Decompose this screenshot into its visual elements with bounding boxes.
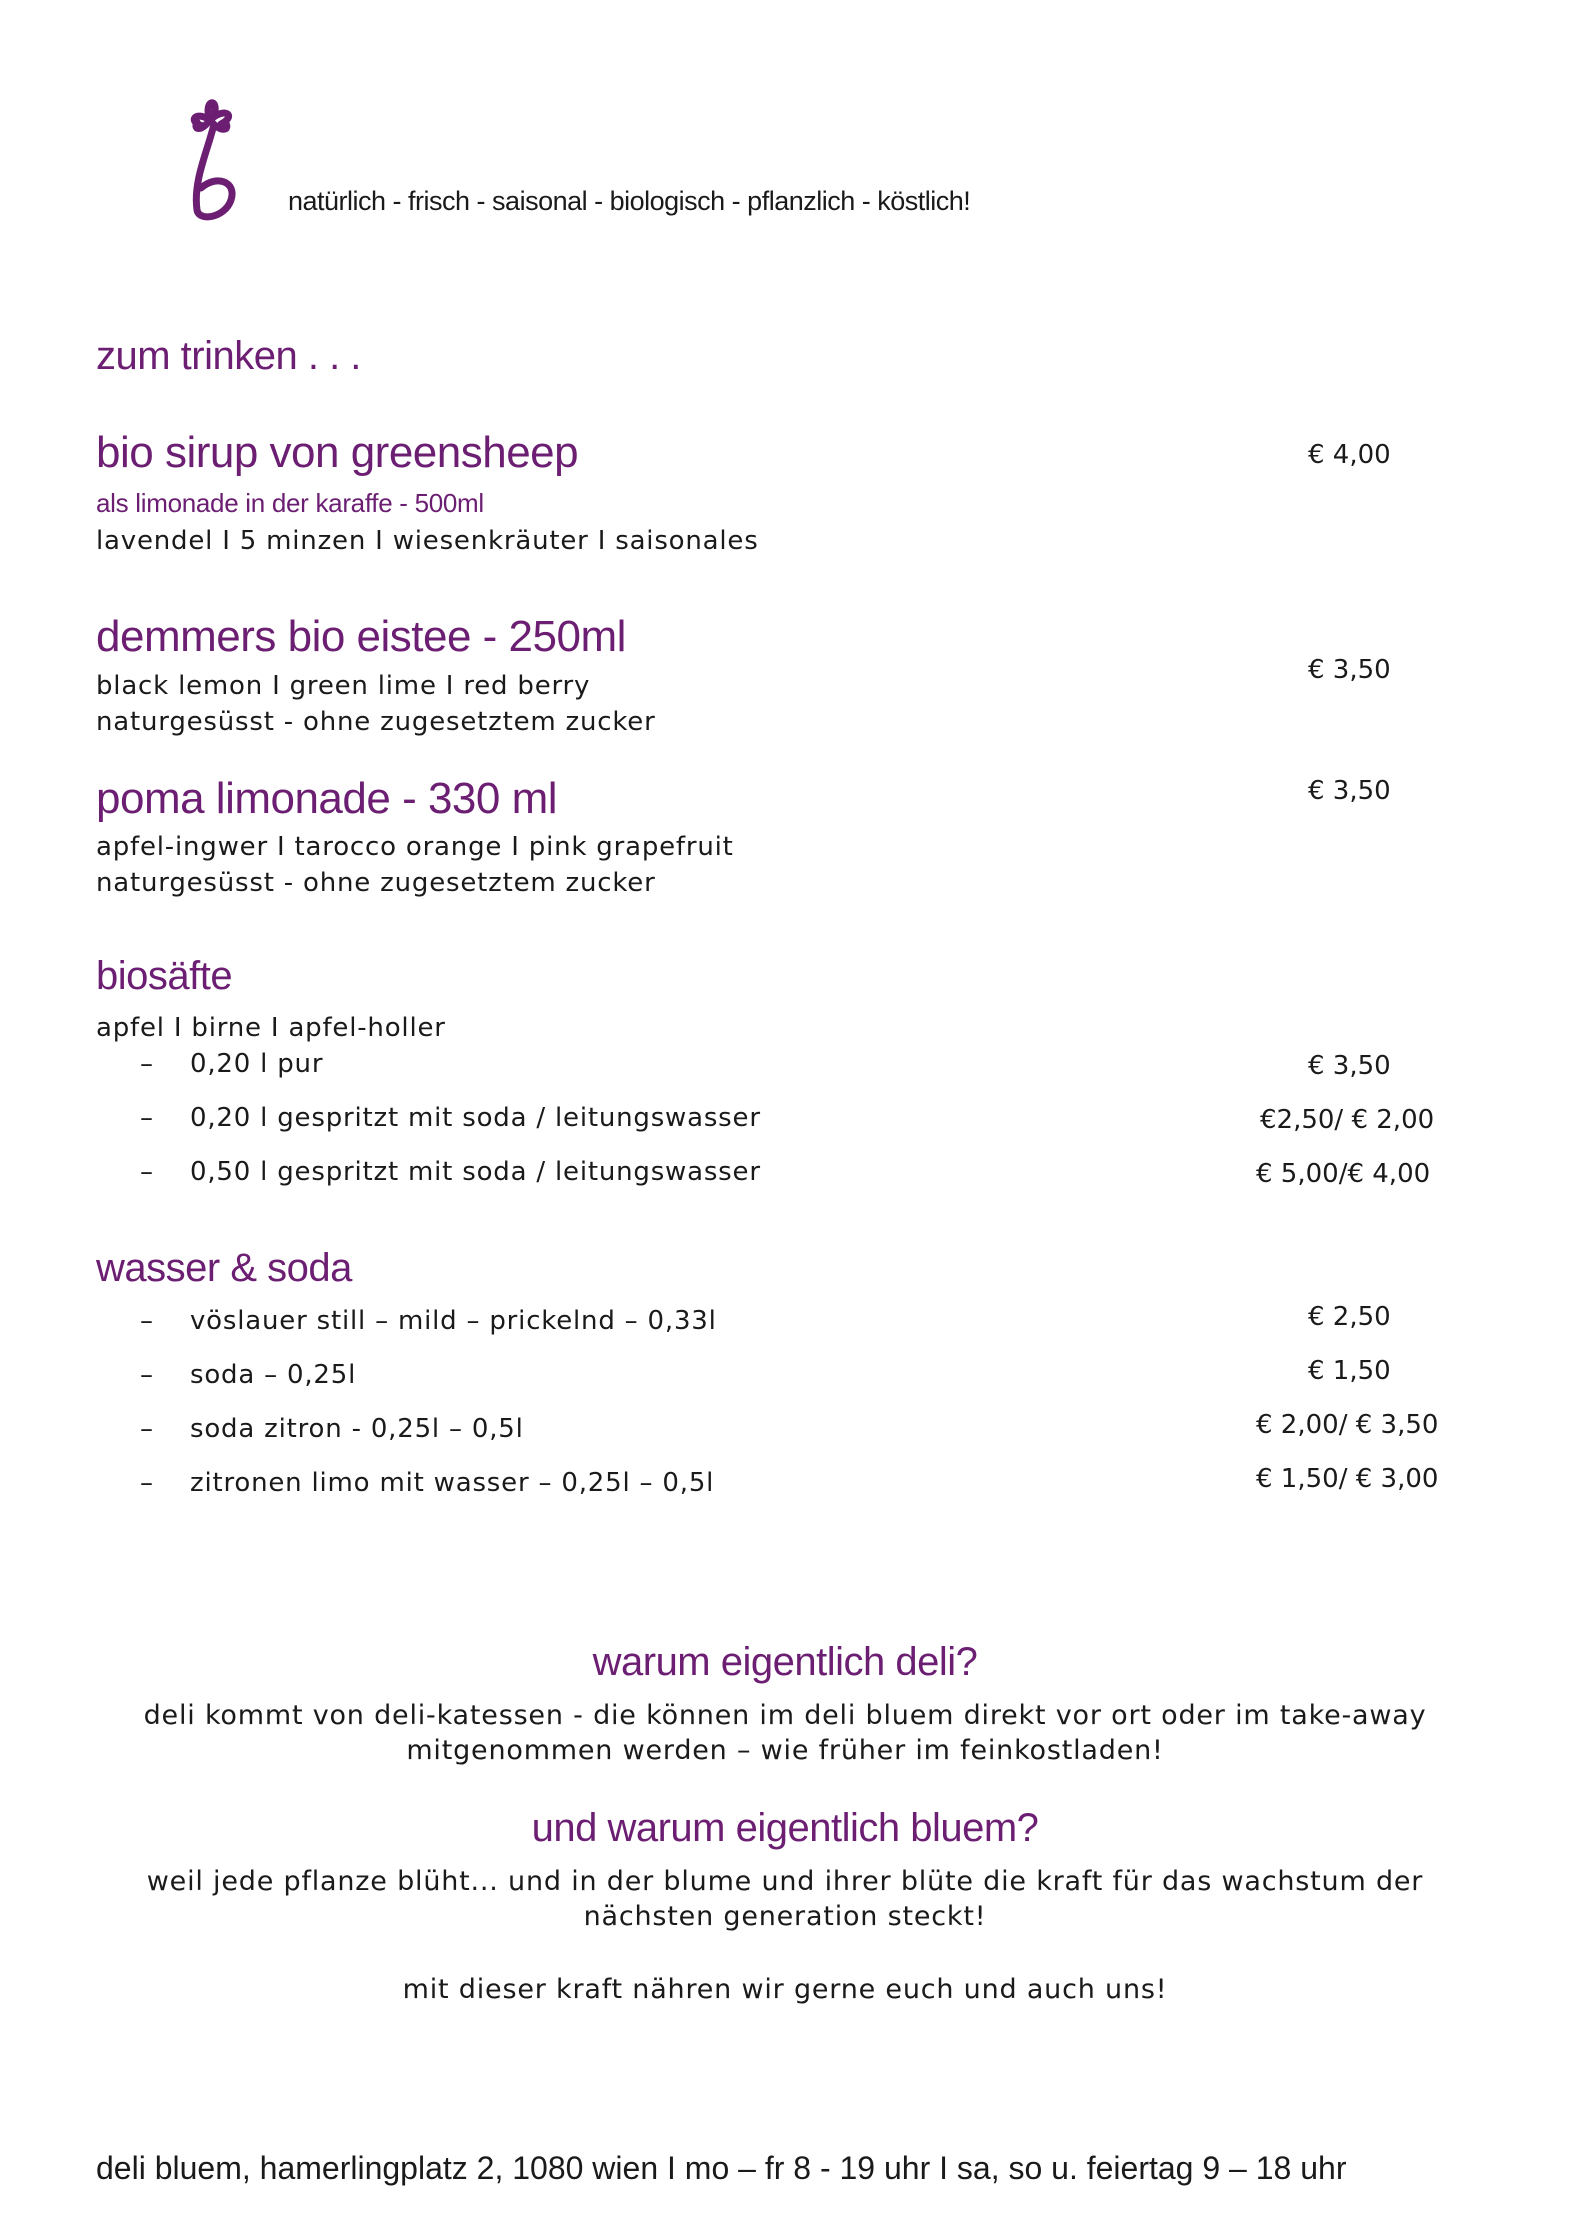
item-title-poma: poma limonade - 330 ml bbox=[96, 774, 558, 823]
about-deli-line2: mitgenommen werden – wie früher im feinkostladen! bbox=[406, 1735, 1164, 1766]
tagline: natürlich - frisch - saisonal - biologisch - pflanzlich - köstlich! bbox=[288, 186, 971, 216]
dash-bullet: – bbox=[140, 1468, 153, 1498]
biosaefte-desc: apfel I birne I apfel-holler bbox=[96, 1013, 446, 1043]
about-bluem-title: und warum eigentlich bluem? bbox=[531, 1806, 1039, 1850]
wasser-row-price: € 2,50 bbox=[1308, 1302, 1391, 1332]
about-deli-line1: deli kommt von deli-katessen - die können im deli bluem direkt vor ort oder im take-away bbox=[143, 1700, 1427, 1731]
item-desc-sirup: lavendel I 5 minzen I wiesenkräuter I saisonales bbox=[96, 526, 759, 556]
wasser-row-label: soda zitron - 0,25l – 0,5l bbox=[190, 1414, 524, 1444]
item-price-poma: € 3,50 bbox=[1308, 776, 1391, 806]
about-bluem-line2: nächsten generation steckt! bbox=[583, 1901, 987, 1932]
wasser-row-price: € 1,50 bbox=[1308, 1356, 1391, 1386]
biosaefte-row-price: € 5,00/€ 4,00 bbox=[1256, 1159, 1431, 1189]
biosaefte-row-price: € 3,50 bbox=[1308, 1051, 1391, 1081]
wasser-row-label: soda – 0,25l bbox=[190, 1360, 357, 1390]
wasser-row-price: € 1,50/ € 3,00 bbox=[1256, 1464, 1439, 1494]
biosaefte-row-price: €2,50/ € 2,00 bbox=[1260, 1105, 1435, 1135]
dash-bullet: – bbox=[140, 1157, 153, 1187]
item-desc-eistee: black lemon I green lime I red berry bbox=[96, 671, 591, 701]
item-note-eistee: naturgesüsst - ohne zugesetztem zucker bbox=[96, 707, 656, 737]
biosaefte-row-label: 0,20 l pur bbox=[190, 1049, 324, 1079]
section-title-biosaefte: biosäfte bbox=[96, 954, 233, 998]
wasser-row-label: zitronen limo mit wasser – 0,25l – 0,5l bbox=[190, 1468, 715, 1498]
dash-bullet: – bbox=[140, 1414, 153, 1444]
item-subtitle-sirup: als limonade in der karaffe - 500ml bbox=[96, 488, 484, 518]
wasser-row-price: € 2,00/ € 3,50 bbox=[1256, 1410, 1439, 1440]
wasser-row-label: vöslauer still – mild – prickelnd – 0,33l bbox=[190, 1306, 717, 1336]
about-bluem-line1: weil jede pflanze blüht... und in der blume und ihrer blüte die kraft für das wachstum der bbox=[146, 1866, 1424, 1897]
item-title-eistee: demmers bio eistee - 250ml bbox=[96, 612, 626, 661]
about-deli-title: warum eigentlich deli? bbox=[592, 1640, 978, 1684]
biosaefte-row-label: 0,20 l gespritzt mit soda / leitungswasser bbox=[190, 1103, 761, 1133]
item-price-sirup: € 4,00 bbox=[1308, 440, 1391, 470]
item-desc-poma: apfel-ingwer I tarocco orange I pink grapefruit bbox=[96, 832, 734, 862]
item-note-poma: naturgesüsst - ohne zugesetztem zucker bbox=[96, 868, 656, 898]
menu-title: zum trinken . . . bbox=[96, 334, 361, 378]
dash-bullet: – bbox=[140, 1049, 153, 1079]
biosaefte-row-label: 0,50 l gespritzt mit soda / leitungswasser bbox=[190, 1157, 761, 1187]
section-title-wasser: wasser & soda bbox=[96, 1246, 352, 1290]
flower-b-logo-icon bbox=[165, 92, 255, 222]
dash-bullet: – bbox=[140, 1360, 153, 1390]
dash-bullet: – bbox=[140, 1306, 153, 1336]
dash-bullet: – bbox=[140, 1103, 153, 1133]
item-price-eistee: € 3,50 bbox=[1308, 655, 1391, 685]
footer-address: deli bluem, hamerlingplatz 2, 1080 wien I mo – fr 8 - 19 uhr I sa, so u. feiertag 9 – 18 uhr bbox=[96, 2150, 1347, 2186]
item-title-sirup: bio sirup von greensheep bbox=[96, 428, 579, 477]
about-closing: mit dieser kraft nähren wir gerne euch und auch uns! bbox=[402, 1974, 1168, 2005]
